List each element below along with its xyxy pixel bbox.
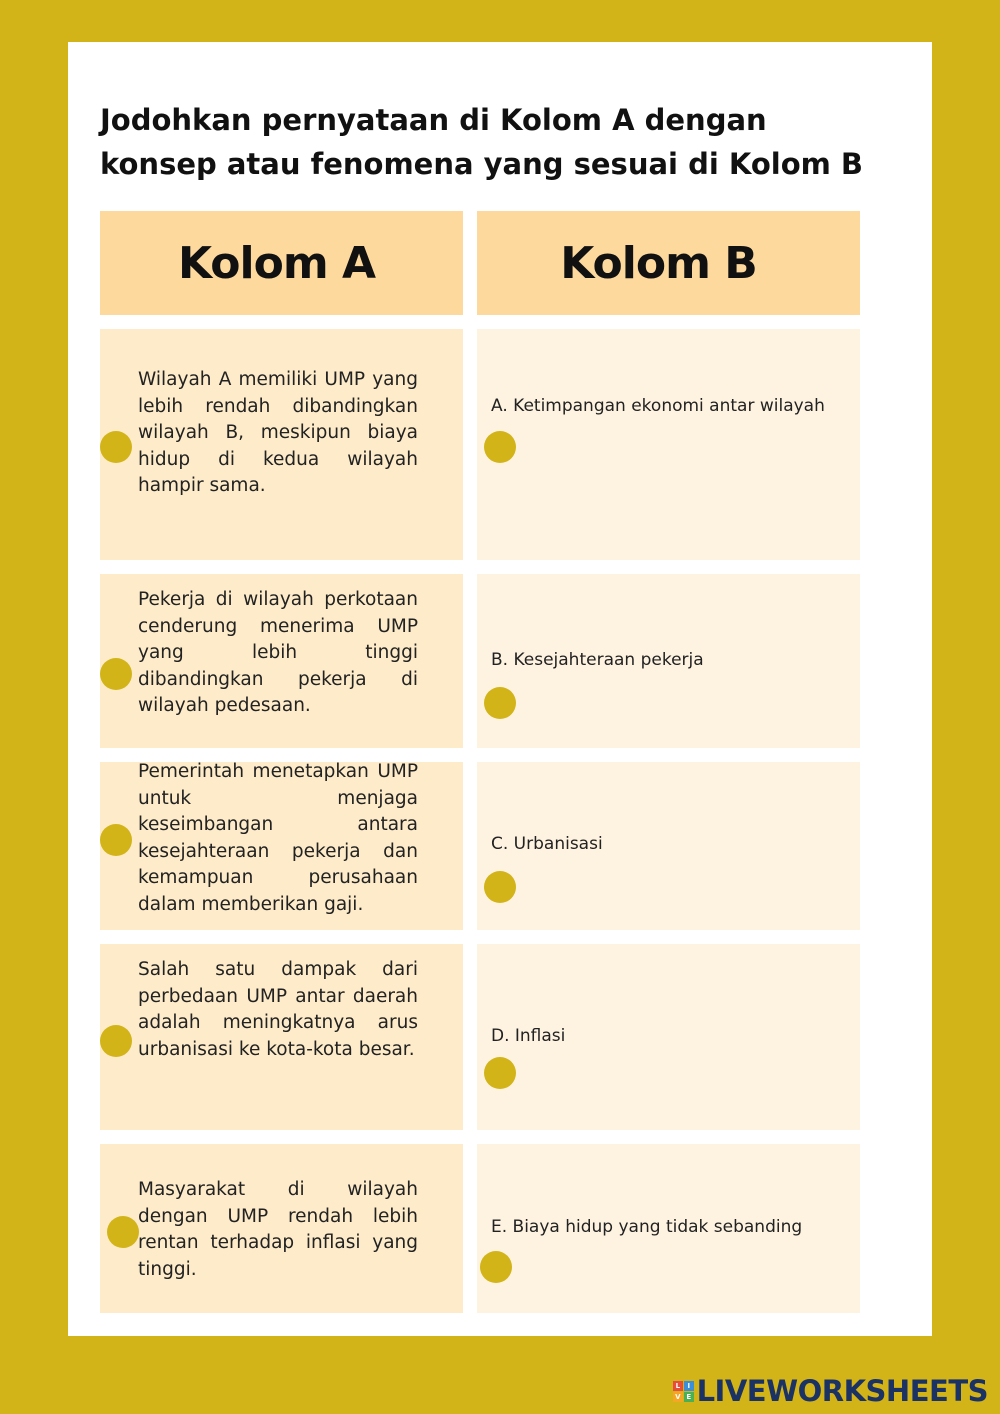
column-b-text-1: A. Ketimpangan ekonomi antar wilayah (491, 396, 825, 416)
match-dot-b-4[interactable] (484, 1057, 516, 1089)
page-title: Jodohkan pernyataan di Kolom A dengan konsep atau fenomena yang sesuai di Kolom B (100, 103, 864, 181)
match-dot-b-2[interactable] (484, 687, 516, 719)
logo-letter-i: I (684, 1381, 694, 1391)
header-kolom-a-label: Kolom A (177, 237, 376, 289)
column-a-item-3 (100, 762, 463, 930)
match-dot-a-3[interactable] (100, 824, 132, 856)
match-dot-a-5[interactable] (107, 1216, 139, 1248)
column-a-text-2: Pekerja di wilayah perkotaan cenderung menerima UMP yang lebih tinggi dibandingkan pekerja di wilayah pedesaan. (138, 589, 418, 716)
column-b-item-2 (477, 574, 860, 748)
header-kolom-a (100, 211, 463, 315)
column-a-text-1: Wilayah A memiliki UMP yang lebih rendah dibandingkan wilayah B, meskipun biaya hidup di kedua wilayah hampir sama. (138, 369, 418, 496)
match-dot-b-1[interactable] (484, 431, 516, 463)
column-b-item-5 (477, 1144, 860, 1313)
match-dot-b-3[interactable] (484, 871, 516, 903)
column-b-text-5: E. Biaya hidup yang tidak sebanding (491, 1217, 803, 1237)
column-b-text-4: D. Inflasi (491, 1026, 566, 1046)
column-a-item-2 (100, 574, 463, 748)
column-a-item-4 (100, 944, 463, 1130)
match-dot-a-1[interactable] (100, 431, 132, 463)
match-dot-b-5[interactable] (480, 1251, 512, 1283)
match-dot-a-2[interactable] (100, 658, 132, 690)
column-b-item-3 (477, 762, 860, 930)
column-b-item-1 (477, 329, 860, 560)
column-a-text-4: Salah satu dampak dari perbedaan UMP antar daerah adalah meningkatnya arus urbanisasi ke kota-kota besar. (138, 959, 418, 1060)
liveworksheets-logo-icon (673, 1381, 694, 1402)
column-a-text-5: Masyarakat di wilayah dengan UMP rendah lebih rentan terhadap inflasi yang tinggi. (138, 1179, 418, 1280)
column-a-item-5 (100, 1144, 463, 1313)
logo-letter-l: L (673, 1381, 683, 1391)
header-kolom-b (477, 211, 860, 315)
liveworksheets-brand[interactable] (673, 1374, 988, 1408)
liveworksheets-wordmark: LIVEWORKSHEETS (696, 1374, 988, 1408)
header-kolom-b-label: Kolom B (560, 237, 757, 289)
column-b-item-4 (477, 944, 860, 1130)
logo-letter-e: E (684, 1392, 694, 1402)
column-a-item-1 (100, 329, 463, 560)
column-a-text-3: Pemerintah menetapkan UMP untuk menjaga keseimbangan antara kesejahteraan pekerja dan kemampuan perusahaan dalam memberikan gaji. (138, 761, 418, 915)
column-b-text-2: B. Kesejahteraan pekerja (491, 650, 704, 670)
match-dot-a-4[interactable] (100, 1025, 132, 1057)
logo-letter-v: V (673, 1392, 683, 1402)
column-b-text-3: C. Urbanisasi (491, 834, 603, 854)
